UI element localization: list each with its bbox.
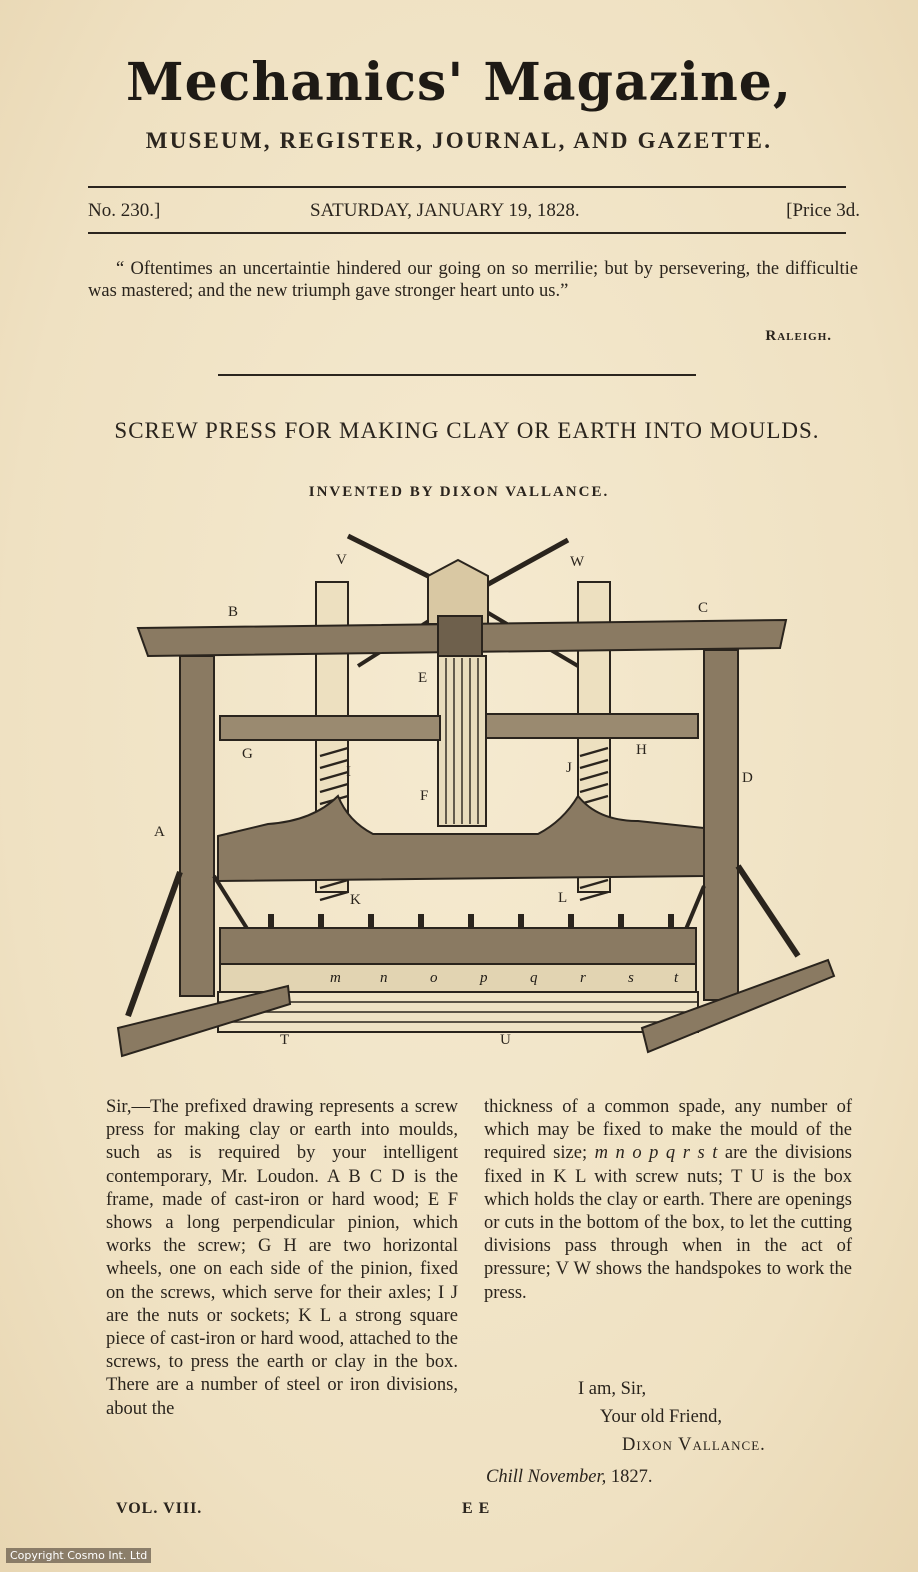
place-date-italic: Chill November, [486,1467,607,1487]
label-v: V [336,552,347,568]
screw-press-illustration [108,516,848,1086]
epigraph-author: Raleigh. [765,328,832,344]
masthead-subtitle: MUSEUM, REGISTER, JOURNAL, AND GAZETTE. [145,128,773,153]
division-m: m [330,970,341,986]
label-a: A [154,824,165,840]
label-b: B [228,604,239,620]
label-h: H [636,742,647,758]
issue-number: No. 230.] [88,200,161,221]
issue-date: SATURDAY, JANUARY 19, 1828. [310,200,580,221]
division-n: n [380,970,388,986]
label-t: T [280,1032,290,1048]
label-u: U [500,1032,511,1048]
label-l: L [558,890,568,906]
body-right-text-1: thickness of a common spade, any number of which may be fixed to make the mould of the required size; [484,1097,852,1164]
label-w: W [570,554,585,570]
division-letters: m n o p q r s t [594,1143,718,1164]
bottom-rule [88,232,846,234]
label-c: C [698,600,709,616]
closing-salutation: I am, Sir, [578,1379,647,1399]
division-t: t [674,970,679,986]
label-f: F [420,788,429,804]
place-date-year: 1827. [610,1467,653,1487]
author-signature: Dixon Vallance. [622,1435,766,1455]
article-byline: INVENTED BY DIXON VALLANCE. [308,484,610,500]
division-p: p [480,970,488,986]
division-r: r [580,970,586,986]
place-date [486,1464,653,1491]
division-q: q [530,970,538,986]
article-body-left-column: Sir,—The prefixed drawing represents a screw press for making clay or earth into moulds, such as is required by your intelligent contemporary, Mr. Loudon. A B C D is the frame, made of cast-iron or hard wood; E F shows a long perpendicular pinion, which works the screw; G H are two horizontal wheels, one on each side of the pinion, fixed on the screws, which serve for their axles; I J are the nuts or sockets; K L a strong square piece of cast-iron or hard wood, attached to the screws, to press the earth or clay in the box. There are a number of steel or iron divisions, about the [106,1097,458,1419]
label-j: J [566,760,572,776]
article-title: SCREW PRESS FOR MAKING CLAY OR EARTH INTO MOULDS. [114,418,820,443]
top-rule [88,186,846,188]
article-body-right-column [484,1096,852,1305]
label-e: E [418,670,428,686]
volume-number: VOL. VIII. [116,1500,203,1517]
label-g: G [242,746,253,762]
signature-mark: E E [462,1500,491,1517]
division-s: s [628,970,634,986]
copyright-notice: Copyright Cosmo Int. Ltd [6,1548,151,1563]
closing-friend: Your old Friend, [600,1407,722,1427]
label-k: K [350,892,361,908]
issue-price: [Price 3d. [786,200,860,221]
division-o: o [430,970,438,986]
body-right-text-2: are the divisions fixed in K L with screw nuts; T U is the box which holds the clay or earth. There are openings or cuts in the bottom of the box, to let the cutting divisions pass through when in the act of pressure; V W shows the handspokes to work the press. [484,1143,852,1303]
label-i: I [346,764,351,780]
section-separator [218,374,696,376]
masthead-title: Mechanics' Magazine, [126,52,792,113]
epigraph-quote: “ Oftentimes an uncertaintie hindered our going on so merrilie; but by persevering, the difficultie was mastered; and the new triumph gave stronger heart unto us.” [88,259,858,301]
label-d: D [742,770,753,786]
